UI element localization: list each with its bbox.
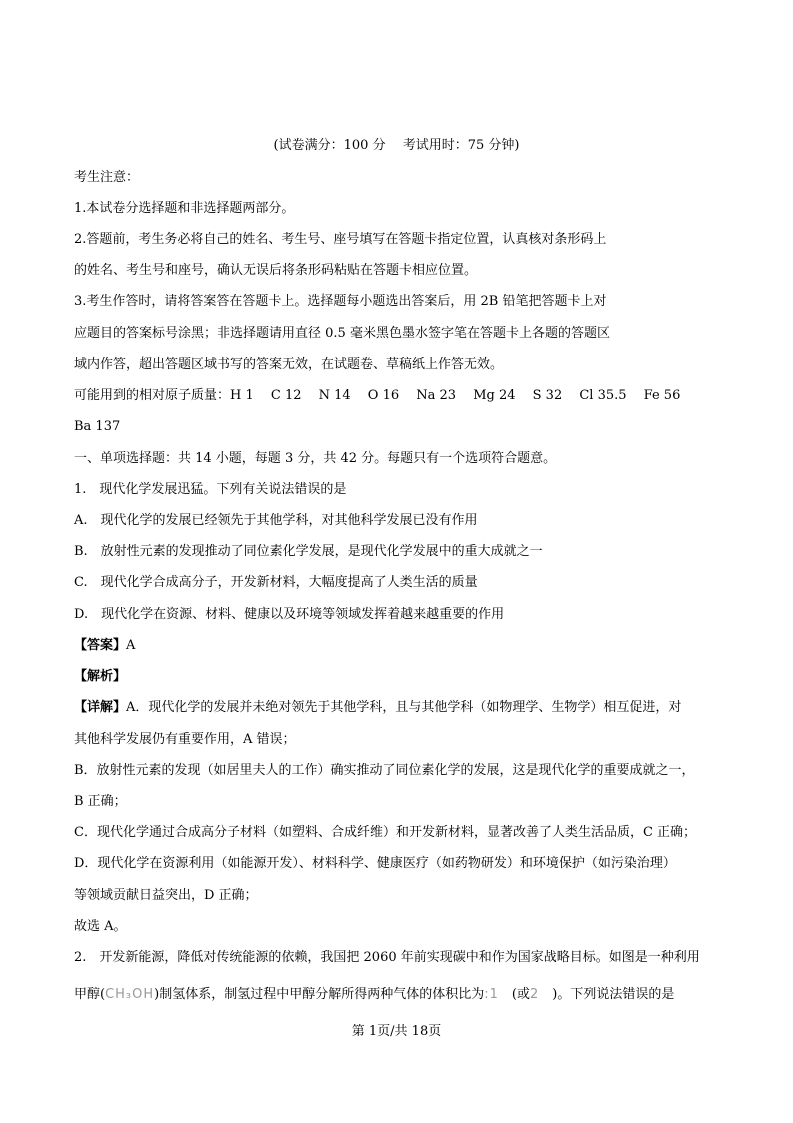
score-time-header: (试卷满分：100 分 考试用时：75 分钟) [273, 138, 520, 153]
notice-item-3-line-3: 域内作答，超出答题区域书写的答案无效，在试题卷、草稿纸上作答无效。 [74, 357, 504, 372]
notice-item-3-line-2: 应题目的答案标号涂黑；非选择题请用直径 0.5 毫米黑色墨水签字笔在答题卡上各题的答题区 [74, 326, 610, 341]
q1-detail-b-line-2: B 正确； [74, 794, 127, 809]
q1-detail-c: C．现代化学通过合成高分子材料（如塑料、合成纤维）和开发新材料，显著改善了人类生活品质，C 正确； [74, 825, 697, 840]
analysis-tag: 【解析】 [74, 669, 127, 684]
q2-line-1: 2. 开发新能源，降低对传统能源的依赖，我国把 2060 年前实现碳中和作为国家战略目标。如图是一种利用 [74, 950, 700, 965]
q2-line-2-part-3: (或 [498, 987, 530, 1002]
notice-item-3-line-1: 3.考生作答时，请将答案答在答题卡上。选择题每小题选出答案后，用 2B 铅笔把答题卡上对 [74, 294, 607, 309]
methanol-formula: CH₃OH [105, 987, 155, 1002]
q1-detail-a-line-2: 其他科学发展仍有重要作用，A 错误； [74, 732, 296, 747]
notice-item-2-line-1: 2.答题前，考生务必将自己的姓名、考生号、座号填写在答题卡指定位置，认真核对条形码上 [74, 232, 607, 247]
page-footer: 第 1页/共 18页 [351, 1024, 442, 1039]
q1-answer [74, 637, 135, 655]
gas-ratio-2: 2 [529, 987, 540, 1002]
atomic-mass-line-1: 可能用到的相对原子质量：H 1 C 12 N 14 O 16 Na 23 Mg 24 S 32 Cl 35.5 Fe 56 [74, 388, 681, 403]
notice-item-1: 1.本试卷分选择题和非选择题两部分。 [74, 201, 295, 216]
q1-option-a: A. 现代化学的发展已经领先于其他学科，对其他科学发展已没有作用 [74, 513, 478, 528]
q1-conclusion: 故选 A。 [74, 919, 127, 934]
q1-detail-b-line-1: B．放射性元素的发现（如居里夫人的工作）确实推动了同位素化学的发展，这是现代化学的重要成就之一， [74, 763, 695, 778]
section-heading: 一、单项选择题：共 14 小题，每题 3 分，共 42 分。每题只有一个选项符合题意。 [74, 451, 557, 466]
q1-stem: 1. 现代化学发展迅猛。下列有关说法错误的是 [74, 482, 347, 497]
q1-analysis-tag [74, 668, 126, 686]
q1-option-b: B. 放射性元素的发现推动了同位素化学发展，是现代化学发展中的重大成就之一 [74, 544, 543, 559]
detail-a-text: A．现代化学的发展并未绝对领先于其他学科，且与其他学科（如物理学、生物学）相互促进，对 [126, 700, 682, 715]
notice-title: 考生注意： [74, 170, 140, 185]
q1-detail-a-line-1 [74, 699, 681, 717]
notice-item-2-line-2: 的姓名、考生号和座号，确认无误后将条形码粘贴在答题卡相应位置。 [74, 263, 478, 278]
q2-line-2 [74, 986, 674, 1004]
q1-option-c: C. 现代化学合成高分子，开发新材料，大幅度提高了人类生活的质量 [74, 575, 478, 590]
q2-line-2-part-4: )。下列说法错误的是 [539, 987, 675, 1002]
q1-option-d: D. 现代化学在资源、材料、健康以及环境等领域发挥着越来越重要的作用 [74, 607, 505, 622]
q2-line-2-part-2: )制氢体系，制氢过程中甲醇分解所得两种气体的体积比为 [154, 987, 485, 1002]
detail-tag: 【详解】 [74, 700, 127, 715]
q1-detail-d-line-2: 等领域贡献日益突出，D 正确； [74, 888, 258, 903]
atomic-mass-line-2: Ba 137 [74, 419, 121, 434]
answer-tag: 【答案】 [74, 638, 127, 653]
answer-value: A [126, 638, 136, 653]
gas-ratio-1: :1 [484, 987, 499, 1002]
q2-line-2-part-1: 甲醇( [74, 987, 106, 1002]
q1-detail-d-line-1: D．现代化学在资源利用（如能源开发）、材料科学、健康医疗（如药物研发）和环境保护（如污染治理） [74, 856, 676, 871]
